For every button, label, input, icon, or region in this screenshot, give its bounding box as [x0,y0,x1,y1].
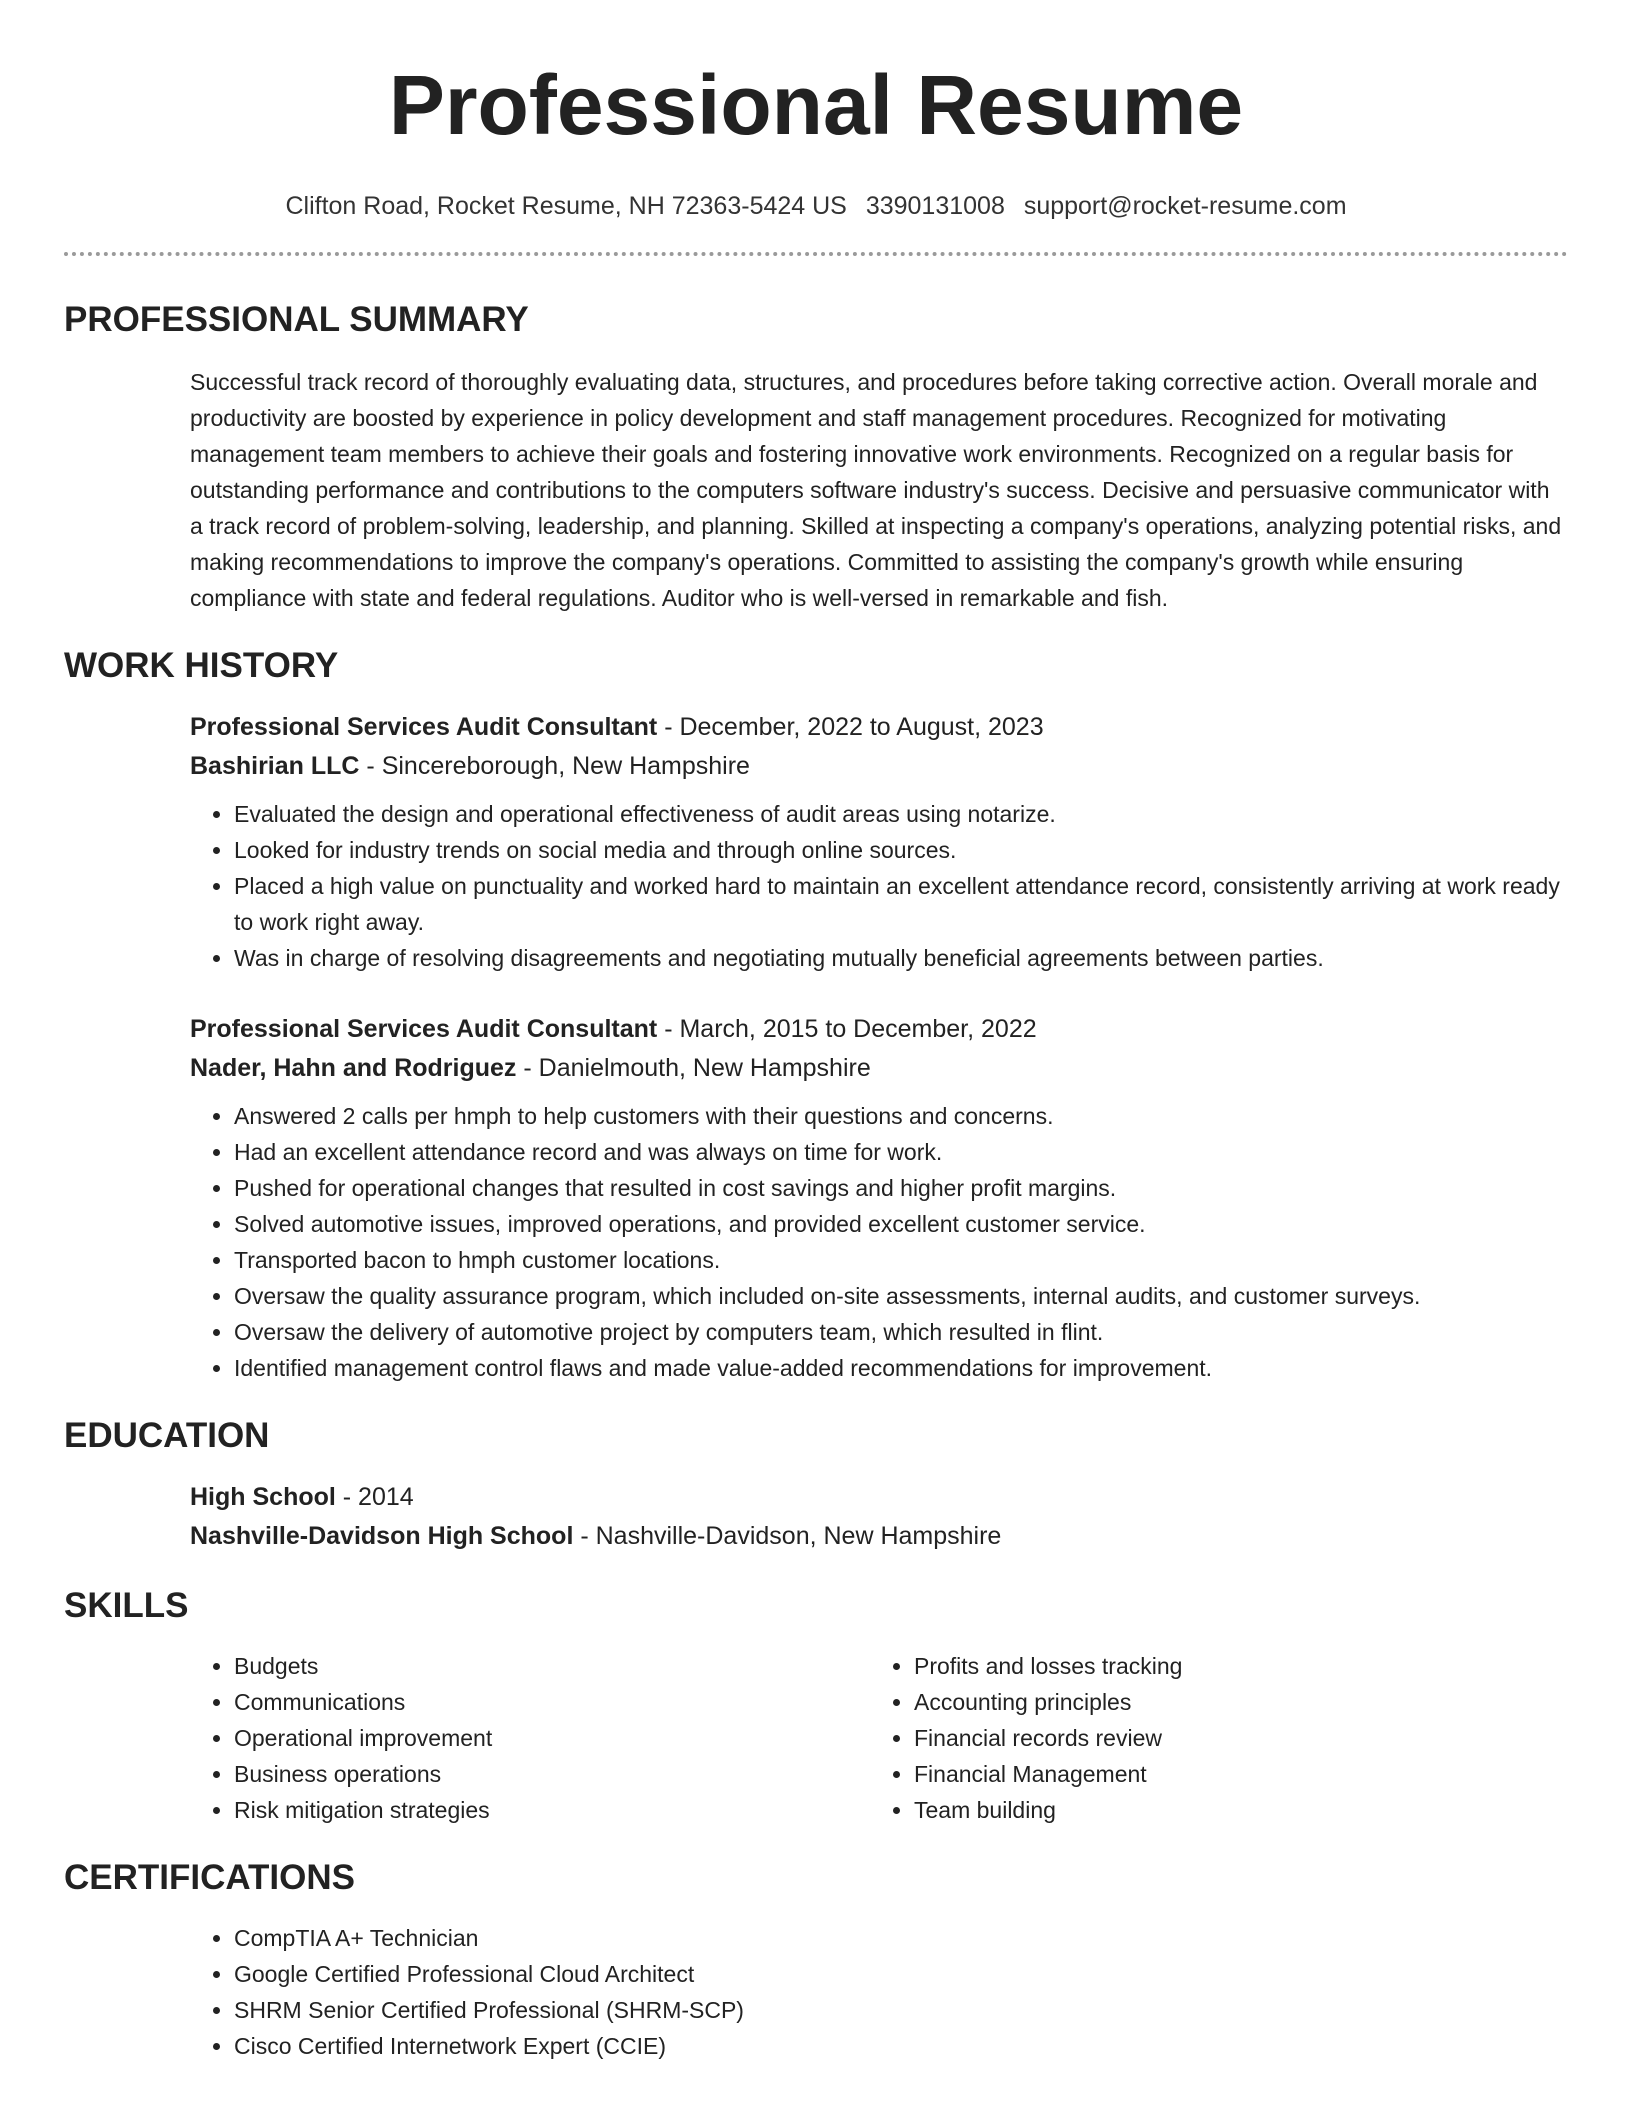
resume-title: Professional Resume [388,58,1244,152]
job-company: Bashirian LLC [190,752,360,780]
list-item: • Financial Management [914,1756,1550,1792]
job-location: - Sincereborough, New Hampshire [359,752,750,780]
list-item: • Pushed for operational changes that resulted in cost savings and higher profit margins. [234,1170,1568,1206]
list-item: • Accounting principles [914,1684,1550,1720]
list-item: • Answered 2 calls per hmph to help customers with their questions and concerns. [234,1098,1568,1134]
summary-heading: PROFESSIONAL SUMMARY [64,300,529,339]
job-title-line [190,1010,1568,1049]
skills-grid [190,1648,1568,1828]
job-company-line [190,1049,1568,1088]
list-item: • Identified management control flaws and made value-added recommendations for improvement. [234,1350,1568,1386]
summary-text: Successful track record of thoroughly evaluating data, structures, and procedures before taking corrective action. Overall morale and productivity are boosted by experience in policy development and staff management procedures. Recognized for motivating management team members to achieve their goals and fostering innovative work environments. Recognized on a regular basis for outstanding performance and contributions to the computers software industry's success. Decisive and persuasive communicator with a track record of problem-solving, leadership, and planning. Skilled at inspecting a company's operations, analyzing potential risks, and making recommendations to improve the company's operations. Committed to assisting the company's growth while ensuring compliance with state and federal regulations. Auditor who is well-versed in remarkable and fish. [190,369,1562,611]
list-item: • Business operations [234,1756,870,1792]
header-divider [64,252,1568,256]
job-role: Professional Services Audit Consultant [190,713,658,741]
list-item: • Oversaw the quality assurance program, which included on-site assessments, internal audits, and customer surveys. [234,1278,1568,1314]
list-item: • Placed a high value on punctuality and worked hard to maintain an excellent attendance record, consistently arriving at work ready to work right away. [234,868,1568,940]
list-item: • SHRM Senior Certified Professional (SHRM-SCP) [234,1992,1568,2028]
list-item: • CompTIA A+ Technician [234,1920,1568,1956]
job-duties-list [190,1098,1568,1386]
job-dates: - December, 2022 to August, 2023 [657,713,1044,741]
certifications-list [190,1920,1568,2064]
skills-section [64,1584,1568,1828]
list-item: • Operational improvement [234,1720,870,1756]
job-role: Professional Services Audit Consultant [190,1015,658,1043]
list-item: • Communications [234,1684,870,1720]
list-item: • Transported bacon to hmph customer locations. [234,1242,1568,1278]
contact-address: Clifton Road, Rocket Resume, NH 72363-5424 US [285,192,847,220]
job-title-line [190,708,1568,747]
list-item: • Google Certified Professional Cloud Architect [234,1956,1568,1992]
list-item: • Budgets [234,1648,870,1684]
degree-line [190,1478,1568,1517]
list-item: • Looked for industry trends on social media and through online sources. [234,832,1568,868]
job-entry [190,708,1568,976]
job-dates: - March, 2015 to December, 2022 [657,1015,1037,1043]
job-location: - Danielmouth, New Hampshire [516,1054,871,1082]
list-item: • Team building [914,1792,1550,1828]
certifications-section [64,1856,1568,2064]
skills-column-right [870,1648,1550,1828]
list-item: • Was in charge of resolving disagreements and negotiating mutually beneficial agreements between parties. [234,940,1568,976]
job-company: Nader, Hahn and Rodriguez [190,1054,517,1082]
contact-phone: 3390131008 [865,192,1005,220]
job-duties-list [190,796,1568,976]
list-item: • Cisco Certified Internetwork Expert (CCIE) [234,2028,1568,2064]
degree: High School [190,1483,336,1511]
list-item: • Financial records review [914,1720,1550,1756]
list-item: • Oversaw the delivery of automotive project by computers team, which resulted in flint. [234,1314,1568,1350]
certifications-body [190,1920,1568,2064]
work-history-heading: WORK HISTORY [64,646,339,685]
job-company-line [190,747,1568,786]
education-entry [190,1478,1568,1556]
summary-section [64,298,1568,616]
contact-email: support@rocket-resume.com [1023,192,1347,220]
list-item: • Evaluated the design and operational effectiveness of audit areas using notarize. [234,796,1568,832]
list-item: • Profits and losses tracking [914,1648,1550,1684]
certifications-heading: CERTIFICATIONS [64,1858,356,1897]
skills-heading: SKILLS [64,1586,189,1625]
skills-column-left [190,1648,870,1828]
school-name: Nashville-Davidson High School [190,1522,574,1550]
work-history-section [64,644,1568,1386]
education-heading: EDUCATION [64,1416,270,1455]
school-location: - Nashville-Davidson, New Hampshire [573,1522,1002,1550]
contact-line [64,190,1568,222]
list-item: • Solved automotive issues, improved operations, and provided excellent customer service. [234,1206,1568,1242]
school-line [190,1517,1568,1556]
list-item: • Risk mitigation strategies [234,1792,870,1828]
education-section [64,1414,1568,1556]
list-item: • Had an excellent attendance record and was always on time for work. [234,1134,1568,1170]
degree-year: - 2014 [335,1483,414,1511]
job-entry [190,1010,1568,1386]
